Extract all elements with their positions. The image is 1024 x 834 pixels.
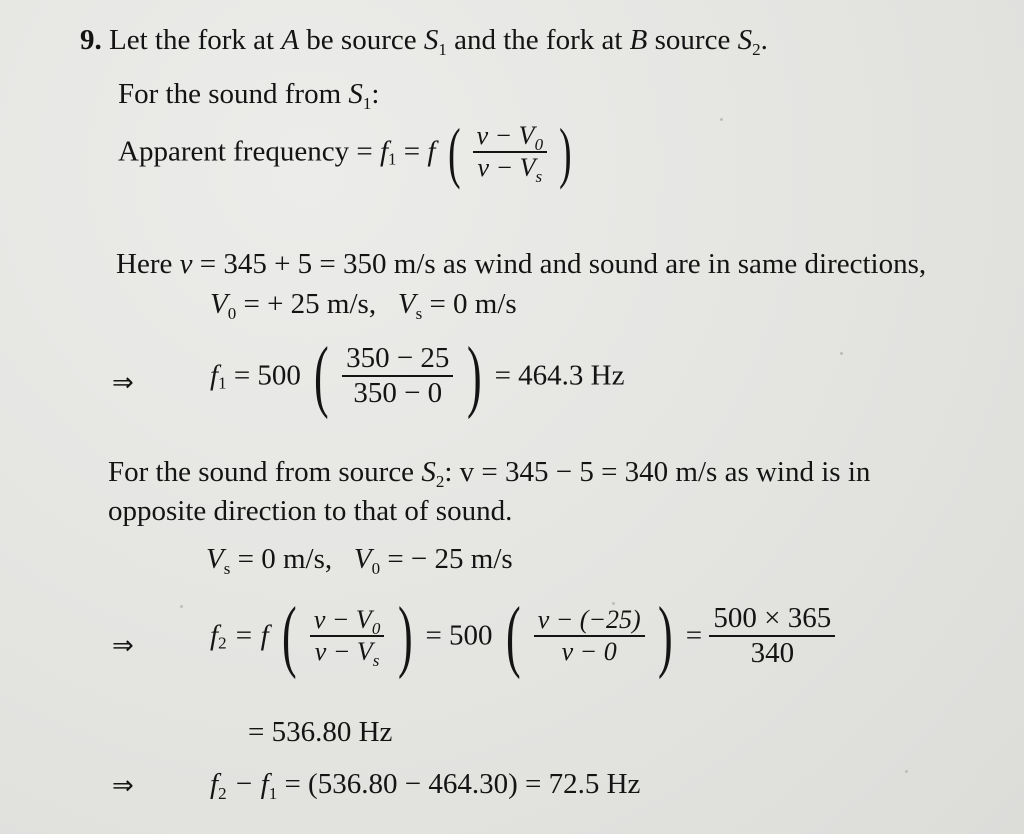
beat-frequency: $f_2 - f_1 = (536.80 - 464.30) = 72.5$ Hz <box>210 768 641 803</box>
apparent-frequency-formula: Apparent frequency = $f_1 = f$ ( $\frac{v - V_0}{v - V_s}$ ) <box>118 114 572 190</box>
f1-calculation: $f_1 = 500$ ( $\frac{350 - 25}{350 - 0}$ ) = 464.3 Hz <box>210 332 625 420</box>
implies-arrow: ⇒ <box>112 771 134 801</box>
problem-number: 9. <box>80 24 102 56</box>
s2-velocities: $V_s = 0$ m/s, $V_0$ = − 25 m/s <box>206 543 513 578</box>
implies-arrow: ⇒ <box>112 368 134 398</box>
formula-fraction: $\frac{v - V_0}{v - V_s}$ <box>473 121 547 183</box>
s1-velocities: $V_0$ = + 25 m/s, $V_s = 0$ m/s <box>210 288 517 323</box>
implies-arrow: ⇒ <box>112 631 134 661</box>
s2-heading-cont: opposite direction to that of sound. <box>108 495 513 527</box>
s2-heading: For the sound from source $S_2$: v = 345 − 5 = 340 m/s as wind is in <box>108 456 871 491</box>
wind-speed-statement: Here v = 345 + 5 = 350 m/s as wind and sound are in same directions, <box>116 248 927 280</box>
problem-statement: 9. Let the fork at A be source $S_1$ and the fork at B source $S_2$. <box>80 24 768 59</box>
s1-heading: For the sound from $S_1$: <box>118 78 380 113</box>
paper-speck <box>905 770 908 773</box>
paper-speck <box>180 605 183 608</box>
paper-speck <box>720 118 723 121</box>
f2-result: = 536.80 Hz <box>248 716 393 748</box>
paper-speck <box>840 352 843 355</box>
f2-calculation: $f_2 = f$ ( $\frac{v - V_0}{v - V_s}$ ) = 500 ( $\frac{v - (-25)}{v - 0}$ ) = $\frac{500 \times 365}{340}$ <box>210 596 835 676</box>
